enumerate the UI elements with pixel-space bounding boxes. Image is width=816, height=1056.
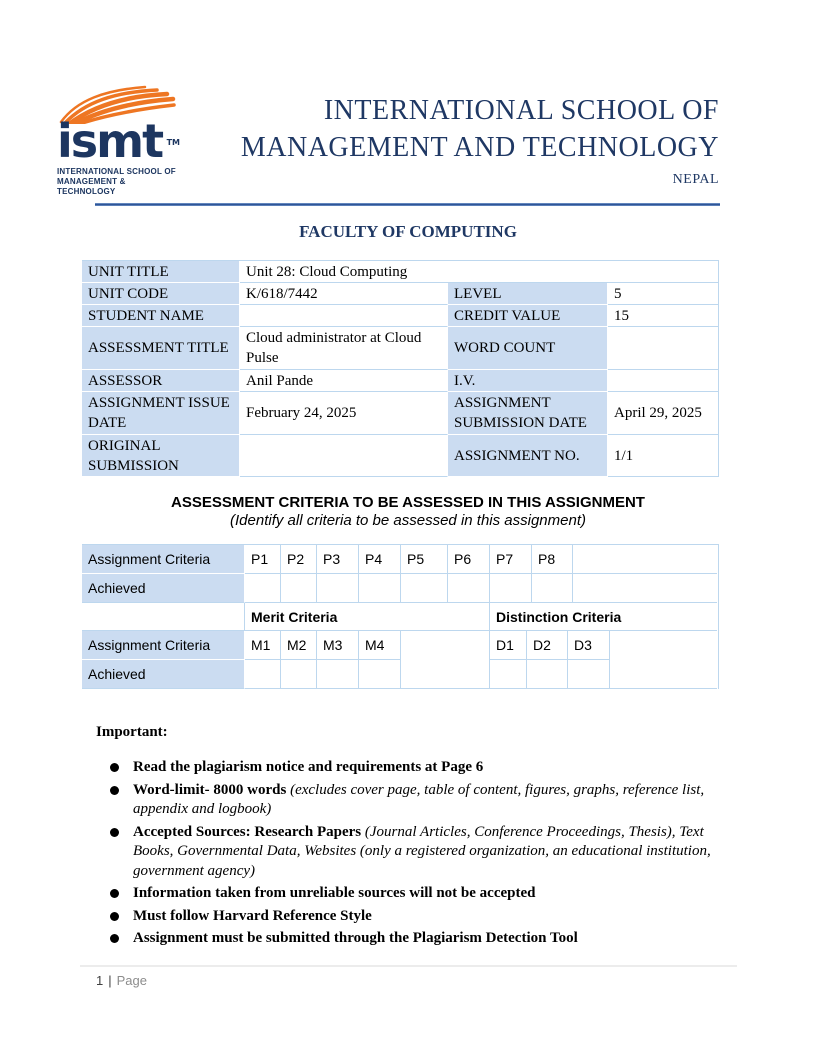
level-value: 5 bbox=[608, 283, 718, 305]
criteria-section-subtitle: (Identify all criteria to be assessed in this assignment) bbox=[230, 512, 586, 529]
achieved-cell bbox=[281, 660, 317, 689]
school-title-block bbox=[178, 84, 736, 197]
page-number-value: 1 bbox=[96, 973, 104, 988]
assessment-title-value: Cloud administrator at Cloud Pulse bbox=[240, 327, 448, 370]
empty-merged-cell bbox=[610, 631, 717, 689]
assignment-no-label: ASSIGNMENT NO. bbox=[448, 435, 608, 477]
pass-code-cell: P2 bbox=[281, 545, 317, 574]
table-row bbox=[82, 283, 718, 305]
criteria-section-title: ASSESSMENT CRITERIA TO BE ASSESSED IN THIS ASSIGNMENT bbox=[171, 494, 645, 511]
table-row bbox=[82, 435, 718, 477]
level-label: LEVEL bbox=[448, 283, 608, 305]
merit-column bbox=[245, 631, 281, 689]
important-heading: Important: bbox=[96, 724, 168, 740]
merit-code-cell: M1 bbox=[245, 631, 281, 660]
issue-date-value: February 24, 2025 bbox=[240, 392, 448, 435]
submission-date-value: April 29, 2025 bbox=[608, 392, 718, 435]
achieved-cell bbox=[359, 660, 401, 689]
student-name-label: STUDENT NAME bbox=[82, 305, 240, 327]
list-item: Accepted Sources: Research Papers (Journal Articles, Conference Proceedings, Thesis), Text Books, Governmental Data, Websites (only a registered organization, an educational institution, government agency) bbox=[110, 823, 816, 882]
achieved-cell bbox=[359, 574, 401, 603]
empty-merged-cell bbox=[401, 631, 490, 689]
assignment-no-value: 1/1 bbox=[608, 435, 718, 477]
merit-code-cell: M3 bbox=[317, 631, 359, 660]
iv-label: I.V. bbox=[448, 370, 608, 392]
footer-divider bbox=[80, 965, 737, 967]
logo-caption bbox=[57, 167, 178, 197]
merit-column bbox=[317, 631, 359, 689]
achieved-cell bbox=[532, 574, 573, 603]
table-row bbox=[82, 327, 718, 370]
distinction-column bbox=[527, 631, 568, 689]
page-number-separator: | bbox=[108, 973, 112, 988]
table-row-group bbox=[82, 631, 718, 689]
bullet-icon bbox=[110, 763, 119, 772]
achieved-cell bbox=[568, 660, 610, 689]
table-row bbox=[82, 305, 718, 327]
achieved-cell bbox=[281, 574, 317, 603]
page-number bbox=[96, 973, 147, 988]
pass-code-cell: P5 bbox=[401, 545, 448, 574]
achieved-cell bbox=[245, 660, 281, 689]
assessment-title-label: ASSESSMENT TITLE bbox=[82, 327, 240, 370]
list-item: Information taken from unreliable sources will not be accepted bbox=[110, 884, 816, 904]
achieved-label: Achieved bbox=[82, 574, 245, 603]
achieved-cell bbox=[317, 574, 359, 603]
pass-code-cell: P8 bbox=[532, 545, 573, 574]
pass-code-cell: P7 bbox=[490, 545, 532, 574]
achieved-cell bbox=[490, 660, 527, 689]
pass-code-cell: P6 bbox=[448, 545, 490, 574]
merit-code-cell: M2 bbox=[281, 631, 317, 660]
pass-code-cell: P3 bbox=[317, 545, 359, 574]
table-row bbox=[82, 261, 718, 283]
bullet-icon bbox=[110, 889, 119, 898]
table-row bbox=[82, 392, 718, 435]
faculty-heading: FACULTY OF COMPUTING bbox=[299, 222, 517, 241]
achieved-cell bbox=[448, 574, 490, 603]
assignment-criteria-label: Assignment Criteria bbox=[82, 545, 245, 574]
merit-code-cell: M4 bbox=[359, 631, 401, 660]
unit-code-label: UNIT CODE bbox=[82, 283, 240, 305]
page-header bbox=[57, 84, 736, 197]
distinction-criteria-header: Distinction Criteria bbox=[490, 603, 717, 631]
page-label: Page bbox=[116, 973, 147, 988]
assessor-value: Anil Pande bbox=[240, 370, 448, 392]
logo-caption-line2: MANAGEMENT & TECHNOLOGY bbox=[57, 177, 126, 196]
issue-date-label: ASSIGNMENT ISSUE DATE bbox=[82, 392, 240, 435]
unit-title-label: UNIT TITLE bbox=[82, 261, 240, 283]
submission-date-label: ASSIGNMENT SUBMISSION DATE bbox=[448, 392, 608, 435]
merit-criteria-header: Merit Criteria bbox=[245, 603, 490, 631]
list-item: Word-limit- 8000 words (excludes cover page, table of content, figures, graphs, reference list, appendix and logbook) bbox=[110, 781, 816, 820]
assessor-label: ASSESSOR bbox=[82, 370, 240, 392]
country-label: NEPAL bbox=[672, 172, 719, 187]
unit-code-value: K/618/7442 bbox=[240, 283, 448, 305]
school-title-line1: INTERNATIONAL SCHOOL OF bbox=[323, 95, 719, 126]
table-row bbox=[82, 545, 718, 574]
empty-cell bbox=[82, 603, 245, 631]
word-count-label: WORD COUNT bbox=[448, 327, 608, 370]
distinction-column bbox=[490, 631, 527, 689]
unit-info-table bbox=[82, 260, 719, 477]
achieved-cell bbox=[527, 660, 568, 689]
table-row bbox=[82, 370, 718, 392]
bullet-icon bbox=[110, 828, 119, 837]
word-count-value bbox=[608, 327, 718, 370]
achieved-cell bbox=[317, 660, 359, 689]
pass-code-cell: P1 bbox=[245, 545, 281, 574]
achieved-label: Achieved bbox=[82, 660, 245, 689]
distinction-code-cell: D2 bbox=[527, 631, 568, 660]
logo-caption-line1: INTERNATIONAL SCHOOL OF bbox=[57, 167, 176, 176]
credit-value-label: CREDIT VALUE bbox=[448, 305, 608, 327]
logo-wordmark bbox=[57, 114, 180, 168]
distinction-code-cell: D1 bbox=[490, 631, 527, 660]
table-row bbox=[82, 603, 718, 631]
header-divider bbox=[95, 203, 720, 206]
original-submission-value bbox=[240, 435, 448, 477]
unit-title-value: Unit 28: Cloud Computing bbox=[240, 261, 718, 283]
achieved-cell bbox=[490, 574, 532, 603]
pass-code-cell: P4 bbox=[359, 545, 401, 574]
distinction-column bbox=[568, 631, 610, 689]
list-item: Read the plagiarism notice and requirements at Page 6 bbox=[110, 758, 816, 778]
merit-column bbox=[359, 631, 401, 689]
iv-value bbox=[608, 370, 718, 392]
achieved-cell bbox=[401, 574, 448, 603]
merit-column bbox=[281, 631, 317, 689]
trademark-symbol: TM bbox=[166, 138, 180, 147]
original-submission-label: ORIGINAL SUBMISSION bbox=[82, 435, 240, 477]
criteria-table bbox=[82, 544, 719, 689]
achieved-cell bbox=[245, 574, 281, 603]
empty-cell bbox=[573, 545, 717, 574]
list-item: Must follow Harvard Reference Style bbox=[110, 907, 816, 927]
student-name-value bbox=[240, 305, 448, 327]
bullet-icon bbox=[110, 786, 119, 795]
bullet-icon bbox=[110, 912, 119, 921]
school-title bbox=[178, 92, 719, 166]
distinction-code-cell: D3 bbox=[568, 631, 610, 660]
ismt-logo bbox=[57, 84, 178, 197]
logo-wordmark-text: ismt bbox=[57, 114, 163, 168]
table-row bbox=[82, 574, 718, 603]
school-title-line2: MANAGEMENT AND TECHNOLOGY bbox=[240, 132, 719, 163]
bullet-icon bbox=[110, 934, 119, 943]
label-column bbox=[82, 631, 245, 689]
assignment-criteria-label: Assignment Criteria bbox=[82, 631, 245, 660]
empty-cell bbox=[573, 574, 717, 603]
important-bullet-list bbox=[110, 758, 816, 949]
list-item: Assignment must be submitted through the Plagiarism Detection Tool bbox=[110, 929, 816, 949]
credit-value-value: 15 bbox=[608, 305, 718, 327]
